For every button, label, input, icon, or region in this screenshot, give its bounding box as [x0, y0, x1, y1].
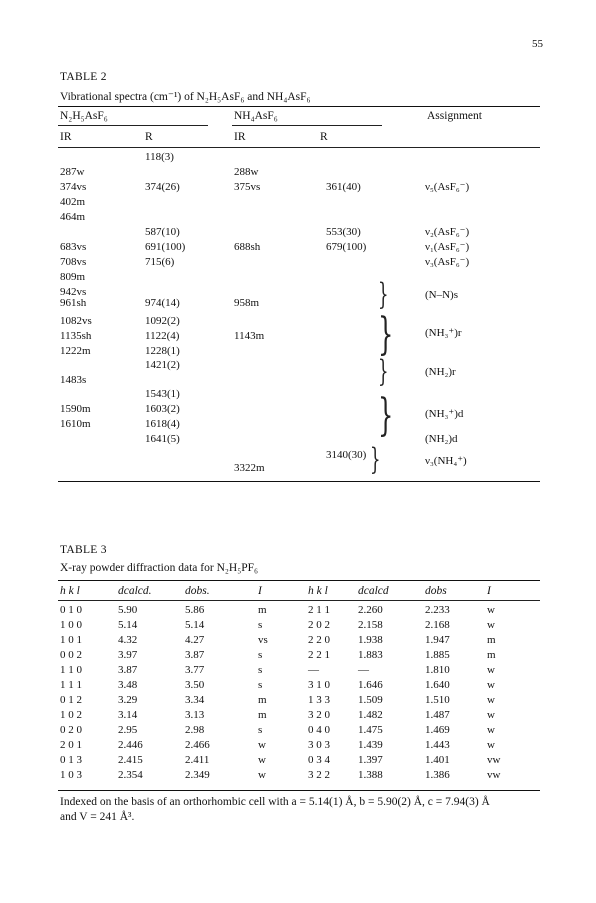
table2-group-b: NH₄AsF₆ — [234, 110, 278, 122]
assignment-nh3-rock: (NH₃⁺)r — [425, 327, 462, 339]
table3-cell: — — [358, 664, 369, 676]
table3-cell: w — [258, 769, 266, 781]
table3-header-cell: h k l — [308, 585, 328, 597]
table3-cell: 2.98 — [185, 724, 205, 736]
table3-cell: 1.397 — [358, 754, 383, 766]
table3-cell: vs — [258, 634, 268, 646]
table3-header-cell: I — [258, 585, 262, 597]
raman-n2h5-cell: 1543(1) — [145, 388, 180, 400]
brace-right: } — [378, 277, 389, 312]
table3-cell: 2.415 — [118, 754, 143, 766]
table3-footnote-line2: and V = 241 Å³. — [60, 811, 135, 823]
table3-cell: 1.469 — [425, 724, 450, 736]
assignment-cell: ν₅(AsF₆⁻) — [425, 181, 470, 193]
table3-cell: 1 0 3 — [60, 769, 82, 781]
table3-cell: 3 2 0 — [308, 709, 330, 721]
ir-n2h5-cell: 1082vs — [60, 315, 92, 327]
table3-cell: 2.95 — [118, 724, 138, 736]
table3-cell: 2 2 0 — [308, 634, 330, 646]
table3-cell: 2.354 — [118, 769, 143, 781]
table3-header-cell: dobs — [425, 585, 447, 597]
ir-n2h5-cell: 1590m — [60, 403, 91, 415]
table2-label: TABLE 2 — [60, 71, 107, 83]
table3-cell: 2.233 — [425, 604, 450, 616]
ir-n2h5-cell: 1222m — [60, 345, 91, 357]
table3-cell: 1.401 — [425, 754, 450, 766]
table3-cell: m — [258, 709, 267, 721]
table3-cell: 2 0 1 — [60, 739, 82, 751]
table3-cell: 2.158 — [358, 619, 383, 631]
ir-n2h5-cell: 809m — [60, 271, 86, 283]
ir-n2h5-cell: 287w — [60, 166, 85, 178]
table3-cell: vw — [487, 754, 501, 766]
table3-cell: 1.388 — [358, 769, 383, 781]
raman-n2h5-cell: 1618(4) — [145, 418, 180, 430]
ir-nh4-cell: 375vs — [234, 181, 261, 193]
table3-header-cell: dcalcd. — [118, 585, 152, 597]
raman-n2h5-cell: 691(100) — [145, 241, 186, 253]
table3-cell: w — [487, 724, 495, 736]
ir-n2h5-cell: 683vs — [60, 241, 87, 253]
raman-n2h5-cell: 1122(4) — [145, 330, 180, 342]
brace-right: } — [378, 354, 389, 389]
table3-cell: — — [308, 664, 319, 676]
table3-cell: 3.77 — [185, 664, 205, 676]
table3-cell: 3.14 — [118, 709, 138, 721]
table3-cell: 5.14 — [118, 619, 138, 631]
table3-cell: 1.640 — [425, 679, 450, 691]
table3-cell: 2 1 1 — [308, 604, 330, 616]
table3-cell: 3.50 — [185, 679, 205, 691]
table3-cell: 0 1 0 — [60, 604, 82, 616]
table3-cell: s — [258, 664, 263, 676]
table3-cell: 3.87 — [118, 664, 138, 676]
table3-cell: w — [487, 694, 495, 706]
table3-footnote-line1: Indexed on the basis of an orthorhombic cell with a = 5.14(1) Å, b = 5.90(2) Å, c = 7.94(3) Å — [60, 796, 490, 808]
assignment-nh2-rock: (NH₂)r — [425, 366, 456, 378]
table3-cell: w — [487, 619, 495, 631]
ir-n2h5-cell: 961sh — [60, 297, 87, 309]
table3-cell: 3 2 2 — [308, 769, 330, 781]
table3-cell: 1 0 1 — [60, 634, 82, 646]
table3-cell: 5.90 — [118, 604, 138, 616]
assignment-cell: ν₂(AsF₆⁻) — [425, 226, 470, 238]
raman-n2h5-cell: 374(26) — [145, 181, 180, 193]
table3-cell: 0 0 2 — [60, 649, 82, 661]
raman-n2h5-cell: 1421(2) — [145, 359, 180, 371]
table3-cell: 0 1 3 — [60, 754, 82, 766]
table3-cell: 1.487 — [425, 709, 450, 721]
ir-nh4-cell: 688sh — [234, 241, 261, 253]
table2-col-ir2: IR — [234, 131, 246, 143]
table3-cell: 0 2 0 — [60, 724, 82, 736]
table3-label: TABLE 3 — [60, 544, 107, 556]
ir-n2h5-cell: 708vs — [60, 256, 87, 268]
table3-bottom-rule — [58, 790, 540, 791]
table3-cell: 1.646 — [358, 679, 383, 691]
table3-cell: 2.411 — [185, 754, 210, 766]
table3-cell: 1 0 2 — [60, 709, 82, 721]
brace-right: } — [370, 442, 381, 477]
table2-group-a: N₂H₅AsF₆ — [60, 110, 108, 122]
table3-cell: s — [258, 649, 263, 661]
table3-cell: 2.466 — [185, 739, 210, 751]
table3-cell: 2 2 1 — [308, 649, 330, 661]
table3-cell: w — [487, 679, 495, 691]
table2-header-rule — [58, 147, 540, 148]
table3-cell: 2 0 2 — [308, 619, 330, 631]
table2-group-a-rule — [58, 125, 208, 126]
raman-n2h5-cell: 1092(2) — [145, 315, 180, 327]
table3-cell: 3.97 — [118, 649, 138, 661]
table3-cell: 3.48 — [118, 679, 138, 691]
ir-n2h5-cell: 374vs — [60, 181, 87, 193]
table3-cell: 2.260 — [358, 604, 383, 616]
table3-header-rule — [58, 600, 540, 601]
raman-n2h5-cell: 1603(2) — [145, 403, 180, 415]
table3-cell: 4.27 — [185, 634, 205, 646]
table3-cell: 1.885 — [425, 649, 450, 661]
assignment-nu3-nh4: ν₃(NH₄⁺) — [425, 455, 467, 467]
table3-cell: w — [258, 754, 266, 766]
table3-header-cell: I — [487, 585, 491, 597]
table3-cell: 1.883 — [358, 649, 383, 661]
table3-cell: 0 3 4 — [308, 754, 330, 766]
table3-cell: s — [258, 724, 263, 736]
table3-cell: 1.475 — [358, 724, 383, 736]
table2-col-r1: R — [145, 131, 153, 143]
assignment-cell: (NH₂)d — [425, 433, 458, 445]
table3-cell: vw — [487, 769, 501, 781]
table3-cell: 1.509 — [358, 694, 383, 706]
table3-cell: 1.482 — [358, 709, 383, 721]
table3-cell: s — [258, 619, 263, 631]
table3-cell: 1.938 — [358, 634, 383, 646]
ir-n2h5-cell: 1483s — [60, 374, 87, 386]
table3-cell: 5.14 — [185, 619, 205, 631]
table3-cell: 0 4 0 — [308, 724, 330, 736]
table3-cell: 1 1 0 — [60, 664, 82, 676]
table3-cell: m — [487, 649, 496, 661]
raman-nh4-cell: 679(100) — [326, 241, 367, 253]
table3-cell: 2.349 — [185, 769, 210, 781]
ir-n2h5-cell: 1610m — [60, 418, 91, 430]
table3-caption: X-ray powder diffraction data for N₂H₅PF₆ — [60, 562, 258, 574]
table2-col-r2: R — [320, 131, 328, 143]
table3-cell: w — [258, 739, 266, 751]
table3-cell: w — [487, 604, 495, 616]
raman-n2h5-cell: 1228(1) — [145, 345, 180, 357]
brace-right: } — [378, 390, 394, 441]
raman-3140: 3140(30) — [326, 449, 367, 461]
table3-cell: 2.168 — [425, 619, 450, 631]
table3-cell: 2.446 — [118, 739, 143, 751]
raman-n2h5-cell: 974(14) — [145, 297, 180, 309]
raman-nh4-cell: 553(30) — [326, 226, 361, 238]
table3-cell: m — [487, 634, 496, 646]
ir-n2h5-cell: 464m — [60, 211, 86, 223]
raman-n2h5-cell: 715(6) — [145, 256, 175, 268]
ir-nh4-cell: 958m — [234, 297, 260, 309]
table2-bottom-rule — [58, 481, 540, 482]
assignment-cell: ν₁(AsF₆⁻) — [425, 241, 470, 253]
table3-cell: s — [258, 679, 263, 691]
table3-cell: m — [258, 604, 267, 616]
table3-cell: 1.386 — [425, 769, 450, 781]
table3-cell: 1.439 — [358, 739, 383, 751]
table3-cell: 3 1 0 — [308, 679, 330, 691]
table3-cell: 3.29 — [118, 694, 138, 706]
table3-cell: 1 3 3 — [308, 694, 330, 706]
table3-header-cell: h k l — [60, 585, 80, 597]
ir-nh4-cell: 288w — [234, 166, 259, 178]
table3-cell: 0 1 2 — [60, 694, 82, 706]
table3-cell: 4.32 — [118, 634, 138, 646]
table3-cell: m — [258, 694, 267, 706]
assignment-cell: ν₃(AsF₆⁻) — [425, 256, 470, 268]
table3-cell: w — [487, 739, 495, 751]
table3-cell: 1.510 — [425, 694, 450, 706]
table3-header-cell: dcalcd — [358, 585, 389, 597]
ir-3322: 3322m — [234, 462, 265, 474]
table3-cell: w — [487, 709, 495, 721]
table3-cell: w — [487, 664, 495, 676]
raman-n2h5-cell: 1641(5) — [145, 433, 180, 445]
table3-cell: 3.13 — [185, 709, 205, 721]
assignment-nh3-deform: (NH₃⁺)d — [425, 408, 464, 420]
table3-cell: 3.34 — [185, 694, 205, 706]
table3-cell: 3.87 — [185, 649, 205, 661]
table3-cell: 3 0 3 — [308, 739, 330, 751]
table2-top-rule — [58, 106, 540, 107]
brace-right: } — [378, 309, 394, 360]
ir-n2h5-cell: 402m — [60, 196, 86, 208]
ir-n2h5-cell: 942vs — [60, 286, 87, 298]
page-number: 55 — [532, 38, 543, 50]
raman-nh4-cell: 361(40) — [326, 181, 361, 193]
raman-n2h5-cell: 118(3) — [145, 151, 174, 163]
table3-cell: 1.947 — [425, 634, 450, 646]
raman-n2h5-cell: 587(10) — [145, 226, 180, 238]
table3-cell: 1.443 — [425, 739, 450, 751]
table2-group-c: Assignment — [427, 110, 482, 122]
table3-cell: 5.86 — [185, 604, 205, 616]
table2-group-b-rule — [232, 125, 382, 126]
table2-col-ir1: IR — [60, 131, 72, 143]
table3-cell: 1 0 0 — [60, 619, 82, 631]
table3-cell: 1.810 — [425, 664, 450, 676]
ir-n2h5-cell: 1135sh — [60, 330, 92, 342]
table3-cell: 1 1 1 — [60, 679, 82, 691]
table2-caption: Vibrational spectra (cm⁻¹) of N₂H₅AsF₆ and NH₄AsF₆ — [60, 91, 311, 103]
assignment-nn: (N–N)s — [425, 289, 458, 301]
table3-top-rule — [58, 580, 540, 581]
table3-header-cell: dobs. — [185, 585, 210, 597]
ir-nh4-cell: 1143m — [234, 330, 265, 342]
